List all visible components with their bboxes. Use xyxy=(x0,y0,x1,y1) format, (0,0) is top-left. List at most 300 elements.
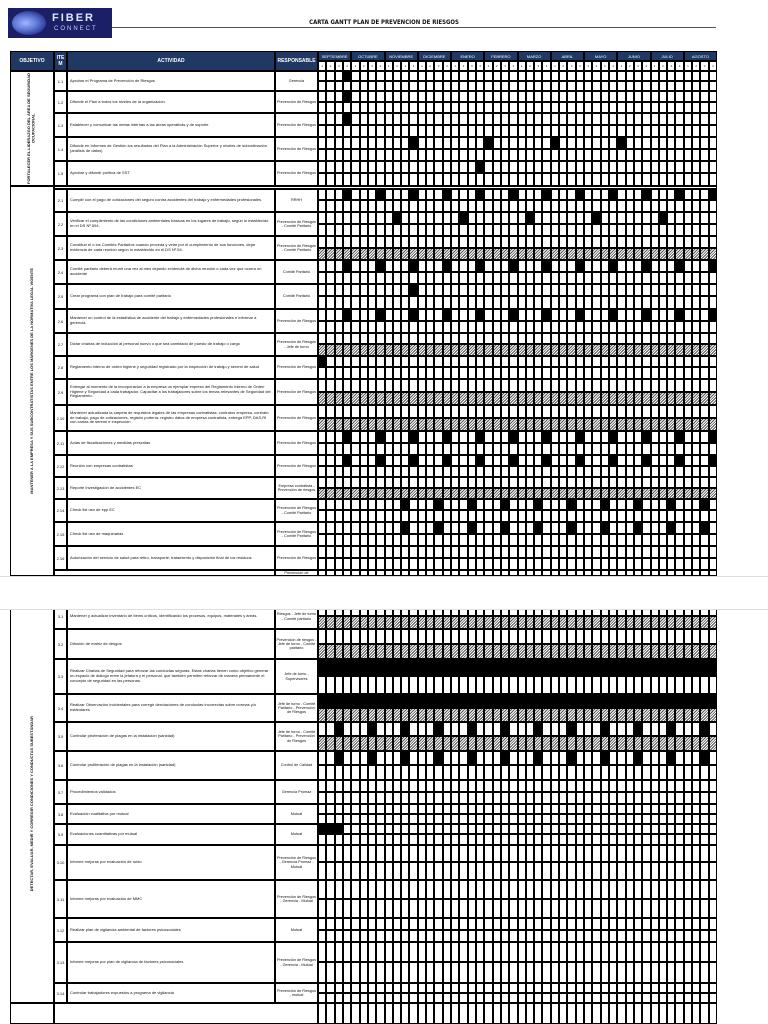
week-number: 1 xyxy=(484,61,492,71)
gantt-cell xyxy=(642,224,650,236)
gantt-cell xyxy=(326,321,334,333)
gantt-cell xyxy=(501,644,509,659)
gantt-cell xyxy=(343,81,351,91)
gantt-cell xyxy=(326,522,334,534)
gantt-cell xyxy=(700,780,708,792)
gantt-cell xyxy=(376,629,384,644)
gantt-cell xyxy=(667,309,675,321)
gantt-cell xyxy=(434,899,442,918)
gantt-cell xyxy=(692,942,700,962)
responsible-text: Prevención de Riesgos - Gerencia Promaz - Mutual xyxy=(275,845,318,880)
gantt-cell xyxy=(318,930,326,942)
gantt-cell xyxy=(518,804,526,814)
gantt-cell xyxy=(584,418,592,431)
gantt-cell xyxy=(318,321,326,333)
gantt-cell xyxy=(609,125,617,137)
gantt-cell xyxy=(584,629,592,644)
gantt-cell xyxy=(700,880,708,899)
gantt-cell xyxy=(634,708,642,722)
gantt-cell xyxy=(709,392,717,405)
gantt-cell xyxy=(376,149,384,161)
gantt-cell xyxy=(393,455,401,466)
gantt-cell xyxy=(434,824,442,834)
gantt-cell xyxy=(609,736,617,751)
gantt-cell xyxy=(534,880,542,899)
gantt-cell xyxy=(700,284,708,296)
gantt-cell xyxy=(326,418,334,431)
gantt-cell xyxy=(418,200,426,212)
gantt-cell xyxy=(542,488,550,499)
gantt-cell xyxy=(360,694,368,708)
gantt-cell xyxy=(634,71,642,81)
gantt-cell xyxy=(501,845,509,862)
gantt-cell xyxy=(551,899,559,918)
gantt-cell xyxy=(659,534,667,546)
gantt-cell xyxy=(534,344,542,356)
gantt-cell xyxy=(418,248,426,260)
gantt-cell xyxy=(617,125,625,137)
gantt-cell xyxy=(385,708,393,722)
gantt-mark xyxy=(667,722,675,736)
gantt-cell xyxy=(584,284,592,296)
gantt-cell xyxy=(335,272,343,284)
gantt-cell xyxy=(335,260,343,272)
gantt-cell xyxy=(709,522,717,534)
gantt-cell xyxy=(518,309,526,321)
gantt-cell xyxy=(518,983,526,993)
gantt-cell xyxy=(609,71,617,81)
gantt-cell xyxy=(609,224,617,236)
gantt-cell xyxy=(609,694,617,708)
gantt-cell xyxy=(601,765,609,780)
gantt-cell xyxy=(709,780,717,792)
gantt-cell xyxy=(518,189,526,200)
gantt-cell xyxy=(368,694,376,708)
gantt-cell xyxy=(459,845,467,862)
gantt-cell xyxy=(551,780,559,792)
gantt-cell xyxy=(567,1003,575,1024)
gantt-cell xyxy=(626,356,634,367)
gantt-cell xyxy=(501,272,509,284)
gantt-cell xyxy=(484,659,492,676)
gantt-cell xyxy=(551,466,559,477)
gantt-cell xyxy=(335,455,343,466)
gantt-cell xyxy=(368,477,376,488)
gantt-cell xyxy=(518,751,526,765)
gantt-cell xyxy=(576,616,584,629)
gantt-cell xyxy=(401,477,409,488)
gantt-cell xyxy=(376,344,384,356)
gantt-cell xyxy=(626,862,634,880)
gantt-cell xyxy=(559,367,567,379)
gantt-cell xyxy=(385,212,393,224)
gantt-cell xyxy=(376,676,384,694)
gantt-cell xyxy=(567,344,575,356)
gantt-cell xyxy=(584,224,592,236)
gantt-cell xyxy=(376,616,384,629)
gantt-cell xyxy=(501,149,509,161)
gantt-cell xyxy=(634,546,642,558)
gantt-cell xyxy=(518,173,526,186)
gantt-cell xyxy=(559,189,567,200)
gantt-cell xyxy=(684,405,692,418)
gantt-cell xyxy=(651,522,659,534)
month-header: JULIO xyxy=(651,51,684,61)
gantt-cell xyxy=(576,418,584,431)
gantt-cell xyxy=(360,344,368,356)
gantt-cell xyxy=(459,616,467,629)
gantt-cell xyxy=(451,161,459,173)
gantt-cell xyxy=(493,333,501,344)
gantt-cell xyxy=(700,224,708,236)
gantt-cell xyxy=(700,676,708,694)
gantt-cell xyxy=(626,722,634,736)
gantt-cell xyxy=(584,356,592,367)
gantt-cell xyxy=(493,488,501,499)
gantt-cell xyxy=(385,466,393,477)
gantt-cell xyxy=(534,137,542,149)
item-number: 3.1 xyxy=(54,604,67,629)
gantt-cell xyxy=(476,125,484,137)
gantt-cell xyxy=(534,993,542,1003)
gantt-cell xyxy=(368,676,376,694)
responsible-text: Prevención de Riesgos xyxy=(275,405,318,431)
week-number: 4 xyxy=(542,61,550,71)
gantt-cell xyxy=(534,962,542,983)
gantt-cell xyxy=(659,918,667,930)
gantt-cell xyxy=(401,405,409,418)
gantt-cell xyxy=(493,200,501,212)
gantt-cell xyxy=(443,546,451,558)
gantt-cell xyxy=(385,149,393,161)
gantt-cell xyxy=(335,443,343,455)
gantt-mark xyxy=(601,499,609,510)
gantt-cell xyxy=(351,260,359,272)
gantt-cell xyxy=(368,113,376,125)
gantt-cell xyxy=(409,161,417,173)
gantt-cell xyxy=(484,161,492,173)
gantt-cell xyxy=(509,91,517,102)
gantt-cell xyxy=(468,284,476,296)
gantt-cell xyxy=(335,149,343,161)
gantt-cell xyxy=(484,962,492,983)
gantt-cell xyxy=(459,379,467,392)
gantt-cell xyxy=(567,814,575,824)
gantt-cell xyxy=(692,477,700,488)
gantt-cell xyxy=(385,431,393,443)
week-number: 2 xyxy=(659,61,667,71)
gantt-cell xyxy=(709,356,717,367)
gantt-cell xyxy=(351,824,359,834)
gantt-cell xyxy=(476,71,484,81)
gantt-cell xyxy=(684,379,692,392)
gantt-cell xyxy=(692,418,700,431)
gantt-cell xyxy=(376,333,384,344)
gantt-cell xyxy=(426,804,434,814)
gantt-cell xyxy=(401,466,409,477)
gantt-cell xyxy=(576,930,584,942)
gantt-cell xyxy=(659,91,667,102)
gantt-cell xyxy=(626,137,634,149)
gantt-cell xyxy=(434,173,442,186)
gantt-cell xyxy=(318,736,326,751)
gantt-cell xyxy=(617,455,625,466)
gantt-cell xyxy=(592,173,600,186)
gantt-cell xyxy=(459,173,467,186)
gantt-cell xyxy=(385,321,393,333)
gantt-cell xyxy=(551,644,559,659)
gantt-cell xyxy=(509,834,517,845)
gantt-cell xyxy=(684,102,692,113)
gantt-mark xyxy=(659,212,667,224)
gantt-cell xyxy=(692,296,700,309)
gantt-mark xyxy=(642,455,650,466)
gantt-cell xyxy=(343,272,351,284)
gantt-cell xyxy=(642,405,650,418)
gantt-cell xyxy=(393,81,401,91)
gantt-cell xyxy=(592,983,600,993)
gantt-cell xyxy=(318,862,326,880)
gantt-mark xyxy=(634,722,642,736)
gantt-cell xyxy=(542,91,550,102)
gantt-cell xyxy=(376,510,384,522)
gantt-cell xyxy=(385,722,393,736)
gantt-cell xyxy=(360,499,368,510)
gantt-cell xyxy=(393,443,401,455)
gantt-cell xyxy=(684,189,692,200)
gantt-cell xyxy=(368,930,376,942)
gantt-cell xyxy=(684,356,692,367)
gantt-cell xyxy=(451,466,459,477)
gantt-cell xyxy=(343,488,351,499)
gantt-cell xyxy=(434,91,442,102)
gantt-cell xyxy=(518,418,526,431)
gantt-cell xyxy=(459,993,467,1003)
gantt-cell xyxy=(484,477,492,488)
gantt-cell xyxy=(542,558,550,570)
gantt-cell xyxy=(393,880,401,899)
gantt-cell xyxy=(476,814,484,824)
gantt-cell xyxy=(443,930,451,942)
gantt-cell xyxy=(651,392,659,405)
item-number: 3.12 xyxy=(54,918,67,942)
responsible-text: Control de Calidad xyxy=(275,751,318,780)
gantt-cell xyxy=(401,942,409,962)
gantt-cell xyxy=(351,510,359,522)
gantt-cell xyxy=(426,125,434,137)
gantt-cell xyxy=(542,272,550,284)
gantt-cell xyxy=(659,379,667,392)
gantt-cell xyxy=(484,534,492,546)
gantt-cell xyxy=(534,942,542,962)
gantt-cell xyxy=(351,780,359,792)
objective-label: FORTALECER EL LIDERAZGO DEL ÁREA DE SEGURIDAD OCUPACIONAL xyxy=(26,73,36,184)
gantt-cell xyxy=(518,344,526,356)
responsible-text: Mutual xyxy=(275,824,318,845)
gantt-cell xyxy=(534,488,542,499)
gantt-cell xyxy=(534,333,542,344)
gantt-cell xyxy=(385,356,393,367)
gantt-mark xyxy=(326,824,334,834)
gantt-cell xyxy=(559,962,567,983)
gantt-cell xyxy=(642,676,650,694)
gantt-cell xyxy=(368,260,376,272)
gantt-cell xyxy=(684,659,692,676)
gantt-cell xyxy=(651,644,659,659)
gantt-cell xyxy=(567,418,575,431)
gantt-cell xyxy=(426,694,434,708)
gantt-cell xyxy=(451,173,459,186)
gantt-cell xyxy=(542,379,550,392)
gantt-cell xyxy=(675,321,683,333)
gantt-cell xyxy=(634,993,642,1003)
gantt-cell xyxy=(385,392,393,405)
gantt-cell xyxy=(518,113,526,125)
gantt-cell xyxy=(518,1003,526,1024)
gantt-cell xyxy=(567,558,575,570)
gantt-cell xyxy=(642,392,650,405)
gantt-cell xyxy=(509,694,517,708)
gantt-cell xyxy=(576,272,584,284)
gantt-cell xyxy=(476,248,484,260)
gantt-cell xyxy=(675,534,683,546)
gantt-cell xyxy=(567,260,575,272)
gantt-cell xyxy=(401,534,409,546)
gantt-cell xyxy=(542,629,550,644)
gantt-cell xyxy=(601,534,609,546)
gantt-cell xyxy=(659,751,667,765)
gantt-cell xyxy=(484,942,492,962)
gantt-cell xyxy=(326,792,334,804)
gantt-cell xyxy=(601,260,609,272)
gantt-cell xyxy=(551,629,559,644)
gantt-cell xyxy=(351,161,359,173)
gantt-cell xyxy=(692,616,700,629)
gantt-cell xyxy=(476,224,484,236)
gantt-cell xyxy=(518,455,526,466)
gantt-cell xyxy=(418,102,426,113)
gantt-cell xyxy=(526,466,534,477)
gantt-cell xyxy=(617,534,625,546)
gantt-cell xyxy=(534,81,542,91)
gantt-cell xyxy=(401,659,409,676)
gantt-cell xyxy=(709,113,717,125)
gantt-cell xyxy=(459,1003,467,1024)
gantt-cell xyxy=(501,629,509,644)
gantt-cell xyxy=(385,644,393,659)
gantt-cell xyxy=(542,814,550,824)
gantt-cell xyxy=(401,418,409,431)
gantt-cell xyxy=(476,765,484,780)
gantt-mark xyxy=(434,522,442,534)
week-number: 2 xyxy=(592,61,600,71)
gantt-cell xyxy=(609,488,617,499)
gantt-cell xyxy=(567,333,575,344)
gantt-cell xyxy=(484,356,492,367)
gantt-cell xyxy=(426,942,434,962)
gantt-cell xyxy=(459,824,467,834)
responsible-text: Prevención de Riesgos - Gerencia - Mutual xyxy=(275,942,318,983)
gantt-cell xyxy=(476,780,484,792)
gantt-cell xyxy=(376,248,384,260)
gantt-cell xyxy=(426,102,434,113)
gantt-cell xyxy=(675,845,683,862)
gantt-cell xyxy=(667,466,675,477)
gantt-cell xyxy=(451,824,459,834)
gantt-cell xyxy=(468,477,476,488)
month-header: MAYO xyxy=(584,51,617,61)
gantt-cell xyxy=(426,1003,434,1024)
gantt-cell xyxy=(409,676,417,694)
gantt-cell xyxy=(459,260,467,272)
gantt-cell xyxy=(576,466,584,477)
gantt-cell xyxy=(468,367,476,379)
activity-text: Mantener un control de la estadística de accidente del trabajo y enfermedades profesionales e informar a gerencia. xyxy=(67,309,275,333)
gantt-cell xyxy=(634,466,642,477)
gantt-cell xyxy=(601,804,609,814)
gantt-cell xyxy=(659,694,667,708)
gantt-cell xyxy=(434,149,442,161)
gantt-cell xyxy=(634,736,642,751)
activity-text: Informe mejoras por evaluación de ruido xyxy=(67,845,275,880)
gantt-cell xyxy=(393,367,401,379)
gantt-cell xyxy=(484,644,492,659)
gantt-cell xyxy=(675,558,683,570)
gantt-cell xyxy=(592,534,600,546)
gantt-cell xyxy=(360,321,368,333)
gantt-cell xyxy=(418,751,426,765)
gantt-cell xyxy=(567,534,575,546)
gantt-cell xyxy=(509,918,517,930)
gantt-cell xyxy=(426,676,434,694)
gantt-cell xyxy=(634,236,642,248)
gantt-cell xyxy=(609,272,617,284)
gantt-cell xyxy=(459,930,467,942)
gantt-cell xyxy=(684,91,692,102)
gantt-cell xyxy=(368,91,376,102)
gantt-cell xyxy=(667,149,675,161)
gantt-cell xyxy=(634,1003,642,1024)
gantt-cell xyxy=(675,834,683,845)
gantt-cell xyxy=(659,522,667,534)
gantt-cell xyxy=(393,137,401,149)
gantt-cell xyxy=(476,546,484,558)
gantt-cell xyxy=(468,173,476,186)
gantt-cell xyxy=(393,862,401,880)
gantt-cell xyxy=(518,466,526,477)
gantt-cell xyxy=(509,722,517,736)
gantt-cell xyxy=(651,113,659,125)
gantt-cell xyxy=(526,546,534,558)
gantt-cell xyxy=(393,113,401,125)
gantt-cell xyxy=(318,81,326,91)
gantt-cell xyxy=(451,309,459,321)
gantt-cell xyxy=(501,899,509,918)
gantt-cell xyxy=(626,534,634,546)
gantt-cell xyxy=(493,161,501,173)
gantt-cell xyxy=(401,834,409,845)
gantt-cell xyxy=(451,212,459,224)
gantt-cell xyxy=(659,466,667,477)
gantt-cell xyxy=(443,296,451,309)
gantt-cell xyxy=(351,918,359,930)
week-number: 1 xyxy=(385,61,393,71)
gantt-mark xyxy=(401,522,409,534)
responsible-text: Prevención de Riesgos xyxy=(275,455,318,477)
gantt-cell xyxy=(617,918,625,930)
gantt-cell xyxy=(518,814,526,824)
gantt-cell xyxy=(468,616,476,629)
